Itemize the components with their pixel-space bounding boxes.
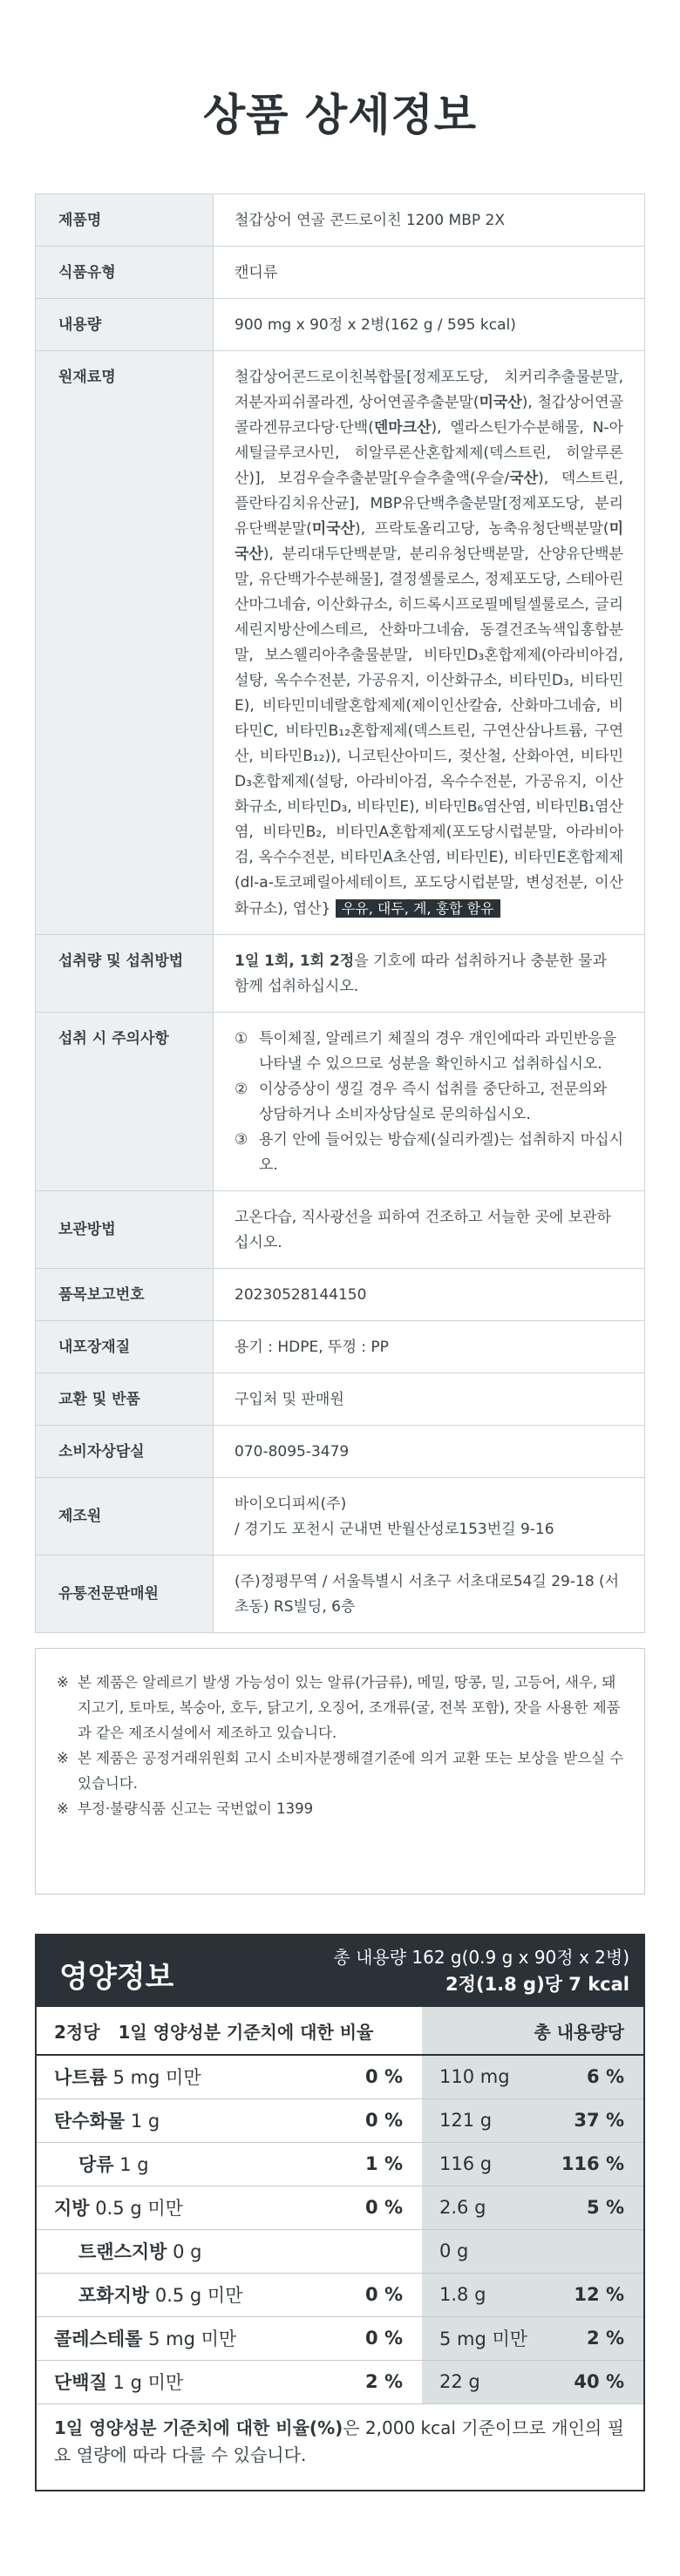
info-value: 20230528144150	[214, 1269, 645, 1321]
nutrition-footnote: 1일 영양성분 기준치에 대한 비율(%)은 2,000 kcal 기준이므로 개인의 필요 열량에 따라 다를 수 있습니다.	[54, 2417, 624, 2465]
nutrient-row	[37, 2316, 643, 2360]
info-value: 고온다습, 직사광선을 피하여 건조하고 서늘한 곳에 보관하십시오.	[214, 1191, 645, 1269]
nutrition-header	[37, 1935, 643, 2007]
info-label: 내포장재질	[36, 1321, 214, 1373]
nutrient-total: 22 g 40 %	[422, 2360, 643, 2403]
info-label: 소비자상담실	[36, 1426, 214, 1478]
info-label: 섭취 시 주의사항	[36, 1013, 214, 1191]
intake-value: 1일 1회, 1회 2정을 기호에 따라 섭취하거나 충분한 물과 함께 섭취하십시오.	[214, 935, 645, 1013]
nutrition-total-amount: 총 내용량 162 g(0.9 g x 90정 x 2병) 2정(1.8 g)당 7 kcal	[333, 1947, 629, 1995]
nutrient-row	[37, 2360, 643, 2403]
info-row-consumer-center	[36, 1426, 645, 1478]
nutrient-per-serving: 지방 0.5 g 미만 0 %	[37, 2186, 422, 2229]
info-value: (주)정평무역 / 서울특별시 서초구 서초대로54길 29-18 (서초동) RS빌딩, 6층	[214, 1556, 645, 1633]
info-label: 교환 및 반품	[36, 1373, 214, 1426]
nutrient-per-serving: 단백질 1 g 미만 2 %	[37, 2360, 422, 2403]
page-title: 상품 상세정보	[202, 90, 478, 140]
nutrient-total: 110 mg 6 %	[422, 2055, 643, 2098]
info-label: 품목보고번호	[36, 1269, 214, 1321]
info-row-exchange	[36, 1373, 645, 1426]
per-serving-header: 2정당 1일 영양성분 기준치에 대한 비율	[37, 2007, 422, 2055]
nutrient-total: 2.6 g 5 %	[422, 2186, 643, 2229]
nutrient-total: 121 g 37 %	[422, 2098, 643, 2142]
allergen-badge: 우유, 대두, 게, 홍합 함유	[336, 899, 500, 918]
nutrient-per-serving: 탄수화물 1 g 0 %	[37, 2098, 422, 2142]
notice-item: ※ 부정·불량식품 신고는 국번없이 1399	[57, 1800, 314, 1817]
info-value: 철갑상어 연골 콘드로이친 1200 MBP 2X	[214, 194, 645, 247]
nutrition-facts-panel	[35, 1934, 645, 2491]
ingredients-text: 철갑상어콘드로이친복합물[정제포도당, 치커리추출물분말, 저분자피쉬콜라겐, 상어연골추출분말(미국산), 철갑상어연골콜라겐뮤코다당·단백(덴마크산), 엘라스틴가수분해물, N-아세틸글루코사민, 히알루론산혼합제제(덱스트린, 히알루론산)], 보검우슬추출분말[우슬추출액(우슬/국산), 덱스트린, 플란타김치유산균], MBP유단백추출분말[정제포도당, 분리유단백분말(미국산), 프락토올리고당, 농축유청단백분말(미국산), 분리대두단백분말, 분리유청단백분말, 산양유단백분말, 유단백가수분해물], 결정셀룰로스, 정제포도당, 스테아린산마그네슘, 이산화규소, 히드록시프로필메틸셀룰로스, 글리세린지방산에스테르, 산화마그네슘, 동결건조녹색입홍합분말, 보스웰리아추출물분말, 비타민D₃혼합제제(아라비아검, 설탕, 옥수수전분, 가공유지, 이산화규소, 비타민D₃, 비타민E), 비타민미네랄혼합제제(제이인산칼슘, 산화마그네슘, 비타민C, 비타민B₁₂혼합제제(덱스트린, 구연산삼나트륨, 구연산, 비타민B₁₂)), 니코틴산아미드, 젖산철, 산화아연, 비타민D₃혼합제제(설탕, 아라비아검, 옥수수전분, 가공유지, 이산화규소, 비타민D₃, 비타민E), 비타민B₆염산염, 비타민B₁염산염, 비타민B₂, 비타민A혼합제제(포도당시럽분말, 아라비아검, 옥수수전분, 비타민A초산염, 비타민E), 비타민E혼합제제(dl-a-토코페릴아세테이트, 포도당시럽분말, 변성전분, 이산화규소), 엽산} 우유, 대두, 게, 홍합 함유	[235, 369, 623, 918]
info-row-manufacturer	[36, 1478, 645, 1556]
info-value: 900 mg x 90정 x 2병(162 g / 595 kcal)	[214, 299, 645, 351]
nutrient-row	[37, 2098, 643, 2142]
info-row-cautions	[36, 1013, 645, 1191]
info-row-content-amount	[36, 299, 645, 351]
nutrient-per-serving: 콜레스테롤 5 mg 미만 0 %	[37, 2316, 422, 2360]
nutrient-row	[37, 2142, 643, 2186]
nutrient-row	[37, 2273, 643, 2316]
ingredients-value	[214, 351, 645, 935]
nutrient-total: 5 mg 미만 2 %	[422, 2316, 643, 2360]
info-label: 제조원	[36, 1478, 214, 1556]
info-row-intake	[36, 935, 645, 1013]
info-label: 내용량	[36, 299, 214, 351]
nutrient-per-serving: 나트륨 5 mg 미만 0 %	[37, 2055, 422, 2098]
caution-item: ③ 용기 안에 들어있는 방습제(실리카겔)는 섭취하지 마십시오.	[235, 1131, 623, 1174]
nutrient-row	[37, 2186, 643, 2229]
nutrient-row	[37, 2055, 643, 2098]
info-label: 유통전문판매원	[36, 1556, 214, 1633]
notice-item: ※ 본 제품은 알레르기 발생 가능성이 있는 알류(가금류), 메밀, 땅콩, 밀, 고등어, 새우, 돼지고기, 토마토, 복숭아, 호두, 닭고기, 오징어, 조개류(굴, 전복 포함), 잣을 사용한 제품과 같은 제조시설에서 제조하고 있습니다.	[57, 1674, 621, 1741]
notice-box	[35, 1648, 645, 1895]
cautions-value	[214, 1013, 645, 1191]
nutrient-total: 0 g	[422, 2229, 643, 2273]
info-value: 구입처 및 판매원	[214, 1373, 645, 1426]
nutrition-table-head	[37, 2007, 643, 2055]
info-row-product-name	[36, 194, 645, 247]
caution-item: ① 특이체질, 알레르기 체질의 경우 개인에따라 과민반응을 나타낼 수 있으므로 성분을 확인하시고 섭취하십시오.	[235, 1030, 617, 1073]
info-label: 보관방법	[36, 1191, 214, 1269]
info-value: 용기 : HDPE, 뚜껑 : PP	[214, 1321, 645, 1373]
info-label: 섭취량 및 섭취방법	[36, 935, 214, 1013]
caution-item: ② 이상증상이 생길 경우 즉시 섭취를 중단하고, 전문의와 상담하거나 소비자상담실로 문의하십시오.	[235, 1081, 608, 1123]
product-info-table	[35, 193, 645, 1633]
manufacturer-value: 바이오디피씨(주) / 경기도 포천시 군내면 반월산성로153번길 9-16	[214, 1478, 645, 1556]
info-label: 제품명	[36, 194, 214, 247]
nutrient-row	[37, 2229, 643, 2273]
nutrient-total: 1.8 g 12 %	[422, 2273, 643, 2316]
info-row-packaging	[36, 1321, 645, 1373]
info-row-ingredients	[36, 351, 645, 935]
info-value: 캔디류	[214, 247, 645, 299]
nutrition-table	[37, 2007, 643, 2404]
info-label: 식품유형	[36, 247, 214, 299]
nutrient-per-serving: 트랜스지방 0 g	[37, 2229, 422, 2273]
info-label: 원재료명	[36, 351, 214, 935]
info-row-storage	[36, 1191, 645, 1269]
per-total-header: 총 내용량당	[422, 2007, 643, 2055]
nutrient-total: 116 g 116 %	[422, 2142, 643, 2186]
info-row-distributor	[36, 1556, 645, 1633]
nutrition-title: 영양정보	[59, 1960, 174, 1995]
info-row-report-number	[36, 1269, 645, 1321]
nutrient-per-serving: 당류 1 g 1 %	[37, 2142, 422, 2186]
info-value: 070-8095-3479	[214, 1426, 645, 1478]
info-row-food-type	[36, 247, 645, 299]
notice-item: ※ 본 제품은 공정거래위원회 고시 소비자분쟁해결기준에 의거 교환 또는 보상을 받으실 수 있습니다.	[57, 1750, 624, 1792]
nutrient-per-serving: 포화지방 0.5 g 미만 0 %	[37, 2273, 422, 2316]
